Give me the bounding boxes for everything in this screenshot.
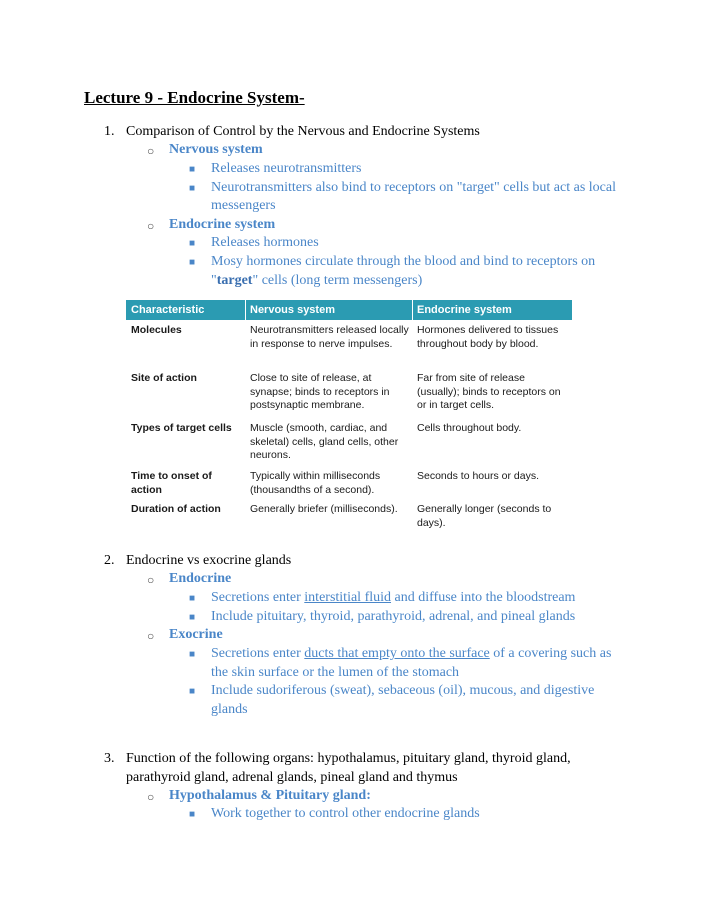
hypothalamus-pituitary-label: Hypothalamus & Pituitary gland: xyxy=(169,788,371,803)
table-cell: Typically within milliseconds (thousandths of a second). xyxy=(250,470,381,496)
nervous-bullet-1: Releases neurotransmitters xyxy=(211,161,362,176)
square-bullet-icon: ■ xyxy=(189,612,196,623)
table-header-characteristic: Characteristic xyxy=(131,304,205,316)
table-cell: Muscle (smooth, cardiac, and skeletal) cells, gland cells, other neurons. xyxy=(250,422,399,461)
section-2-heading: Endocrine vs exocrine glands xyxy=(126,553,292,568)
table-cell: Duration of action xyxy=(131,503,221,515)
exocrine-bullet-1-line-1: Secretions enter ducts that empty onto the surface of a covering such as xyxy=(211,646,612,661)
table-cell: Neurotransmitters released locally in response to nerve impulses. xyxy=(250,324,409,350)
target-bold-word: target xyxy=(216,273,253,288)
endocrine-gland-bullet-2: Include pituitary, thyroid, parathyroid, adrenal, and pineal glands xyxy=(211,609,576,624)
table-cell: Types of target cells xyxy=(131,422,232,434)
section-1-number: 1. xyxy=(104,124,115,139)
table-header-endocrine: Endocrine system xyxy=(417,304,512,316)
table-header-nervous: Nervous system xyxy=(250,304,335,316)
exocrine-label: Exocrine xyxy=(169,627,223,642)
exocrine-bullet-2-line-1: Include sudoriferous (sweat), sebaceous (oil), mucous, and digestive xyxy=(211,683,595,698)
section-3-heading-line-2: parathyroid gland, adrenal glands, pineal gland and thymus xyxy=(126,770,458,785)
square-bullet-icon: ■ xyxy=(189,257,196,268)
square-bullet-icon: ■ xyxy=(189,593,196,604)
square-bullet-icon: ■ xyxy=(189,649,196,660)
page-title: Lecture 9 - Endocrine System- xyxy=(84,88,305,107)
circle-bullet-icon: ○ xyxy=(147,629,155,643)
table-cell: Site of action xyxy=(131,372,197,384)
endocrine-bullet-1: Releases hormones xyxy=(211,235,319,250)
square-bullet-icon: ■ xyxy=(189,686,196,697)
ducts-underlined: ducts that empty onto the surface xyxy=(304,646,490,661)
nervous-bullet-2-line-1: Neurotransmitters also bind to receptors on "target" cells but act as local xyxy=(211,180,616,195)
endocrine-system-label: Endocrine system xyxy=(169,217,276,232)
table-cell: Seconds to hours or days. xyxy=(417,470,539,482)
table-cell: Generally longer (seconds to days). xyxy=(417,503,552,529)
circle-bullet-icon: ○ xyxy=(147,573,155,587)
table-cell: Molecules xyxy=(131,324,182,336)
nervous-bullet-2-line-2: messengers xyxy=(211,198,276,213)
exocrine-bullet-2-line-2: glands xyxy=(211,702,248,717)
hypothalamus-bullet-1: Work together to control other endocrine glands xyxy=(211,806,480,821)
circle-bullet-icon: ○ xyxy=(147,219,155,233)
square-bullet-icon: ■ xyxy=(189,238,196,249)
interstitial-fluid-underlined: interstitial fluid xyxy=(304,590,392,605)
section-2-number: 2. xyxy=(104,553,115,568)
endocrine-bullet-2-line-1: Mosy hormones circulate through the blood and bind to receptors on xyxy=(211,254,596,269)
endocrine-bullet-2-line-2: "target" cells (long term messengers) xyxy=(211,273,423,288)
table-cell: Generally briefer (milliseconds). xyxy=(250,503,398,515)
section-3-number: 3. xyxy=(104,751,115,766)
endocrine-label: Endocrine xyxy=(169,571,232,586)
section-1-heading: Comparison of Control by the Nervous and Endocrine Systems xyxy=(126,124,480,139)
table-cell: Time to onset of action xyxy=(131,470,212,496)
nervous-system-label: Nervous system xyxy=(169,142,263,157)
circle-bullet-icon: ○ xyxy=(147,144,155,158)
table-cell: Cells throughout body. xyxy=(417,422,522,434)
table-header-row xyxy=(126,300,572,320)
table-cell: Hormones delivered to tissues throughout body by blood. xyxy=(417,324,559,350)
table-cell: Close to site of release, at synapse; binds to receptors in postsynaptic membrane. xyxy=(250,372,390,411)
circle-bullet-icon: ○ xyxy=(147,790,155,804)
comparison-table xyxy=(126,300,572,532)
exocrine-bullet-1-line-2: the skin surface or the lumen of the stomach xyxy=(211,665,460,680)
square-bullet-icon: ■ xyxy=(189,809,196,820)
section-3-heading-line-1: Function of the following organs: hypothalamus, pituitary gland, thyroid gland, xyxy=(126,751,571,766)
endocrine-gland-bullet-1: Secretions enter interstitial fluid and diffuse into the bloodstream xyxy=(211,590,576,605)
square-bullet-icon: ■ xyxy=(189,164,196,175)
table-cell: Far from site of release (usually); binds to receptors on or in target cells. xyxy=(417,372,561,411)
square-bullet-icon: ■ xyxy=(189,183,196,194)
